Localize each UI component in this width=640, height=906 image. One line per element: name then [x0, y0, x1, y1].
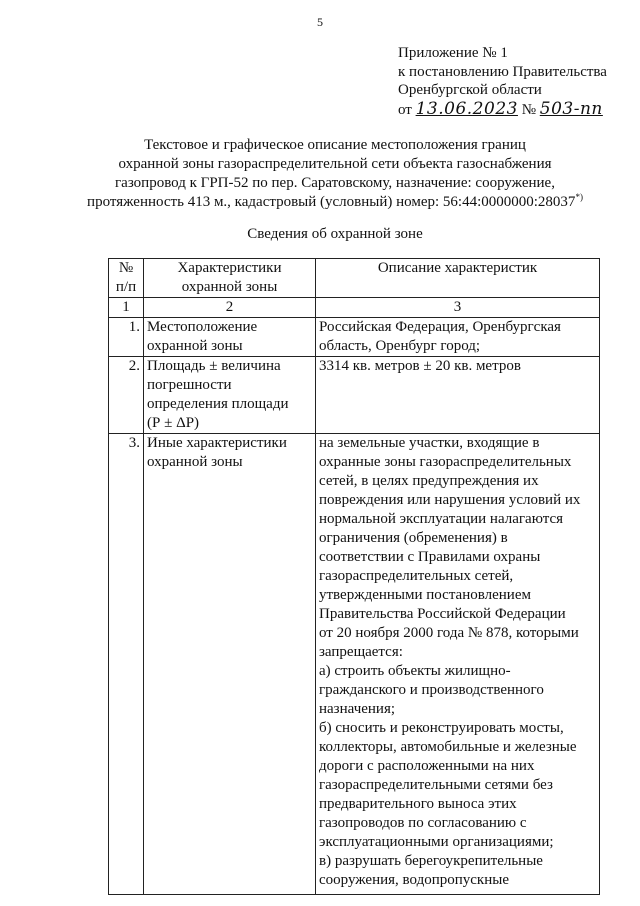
text-line: эксплуатационными организациями; [319, 834, 554, 850]
text-line: 3314 кв. метров ± 20 кв. метров [319, 358, 521, 374]
column-number: 3 [316, 298, 600, 318]
header-description: Описание характеристик [316, 259, 600, 298]
text-line: гражданского и производственного [319, 682, 544, 698]
text-line: повреждения или нарушения условий их [319, 492, 581, 508]
text-line: газораспределительными сетями без [319, 777, 553, 793]
appendix-block [398, 44, 638, 119]
text-line: соответствии с Правилами охраны [319, 549, 541, 565]
column-number: 2 [144, 298, 316, 318]
row-description [316, 434, 600, 895]
text-line: (Р ± ΔР) [147, 415, 200, 431]
text-line: охранной зоны [147, 454, 243, 470]
title-line-3: газопровод к ГРП-52 по пер. Саратовскому, назначение: сооружение, [115, 175, 555, 191]
header-num-line-2: п/п [115, 279, 137, 295]
appendix-line-2: к постановлению Правительства [398, 63, 607, 80]
text-line: нормальной эксплуатации налагаются [319, 511, 564, 527]
text-line: сооружения, водопропускные [319, 872, 509, 888]
text-line: на земельные участки, входящие в [319, 435, 540, 451]
table-row [109, 434, 600, 895]
column-number: 1 [109, 298, 144, 318]
text-line: Правительства Российской Федерации [319, 606, 566, 622]
handwritten-number: 503-пп [539, 98, 603, 119]
row-description [316, 318, 600, 357]
header-num-line-1: № [118, 260, 134, 276]
text-line: дороги с расположенными на них [319, 758, 535, 774]
text-line: область, Оренбург город; [319, 338, 481, 354]
appendix-date-line [398, 100, 638, 120]
text-line: от 20 ноября 2000 года № 878, которыми [319, 625, 579, 641]
text-line: назначения; [319, 701, 396, 717]
header-characteristics [144, 259, 316, 298]
table-header-row [109, 259, 600, 298]
appendix-line-3: Оренбургской области [398, 82, 542, 98]
column-number-row [109, 298, 600, 318]
section-subtitle: Сведения об охранной зоне [247, 226, 423, 242]
table-row [109, 357, 600, 434]
text-line: коллекторы, автомобильные и железные [319, 739, 577, 755]
text-line: запрещается: [319, 644, 403, 660]
header-char-line-1: Характеристики [177, 260, 282, 276]
date-prefix: от [398, 101, 412, 118]
text-line: газораспределительных сетей, [319, 568, 514, 584]
row-number: 1. [109, 318, 144, 357]
text-line: охранные зоны газораспределительных [319, 454, 572, 470]
appendix-line-1: Приложение № 1 [398, 45, 508, 61]
text-line: газопроводов по согласованию с [319, 815, 527, 831]
header-num [109, 259, 144, 298]
protection-zone-table [108, 258, 600, 895]
number-prefix: № [521, 101, 537, 118]
page-number: 5 [317, 15, 323, 29]
table-row [109, 318, 600, 357]
title-line-4-text: протяженность 413 м., кадастровый (условный) номер: 56:44:0000000:28037 [87, 194, 576, 210]
text-line: погрешности [147, 377, 232, 393]
text-line: Местоположение [147, 319, 258, 335]
text-line: предварительного выноса этих [319, 796, 517, 812]
text-line: Площадь ± величина [147, 358, 281, 374]
text-line: утвержденными постановлением [319, 587, 531, 603]
footnote-mark: *) [575, 192, 583, 202]
text-line: а) строить объекты жилищно- [319, 663, 511, 679]
row-characteristic [144, 318, 316, 357]
title-line-1: Текстовое и графическое описание местоположения границ [144, 137, 526, 153]
row-description [316, 357, 600, 434]
row-number: 3. [109, 434, 144, 895]
text-line: ограничения (обременения) в [319, 530, 508, 546]
header-char-line-2: охранной зоны [181, 279, 278, 295]
text-line: Российская Федерация, Оренбургская [319, 319, 561, 335]
title-line-4 [60, 193, 610, 212]
title-line-2: охранной зоны газораспределительной сети объекта газоснабжения [118, 156, 552, 172]
text-line: Иные характеристики [147, 435, 287, 451]
handwritten-date: 13.06.2023 [415, 98, 518, 119]
text-line: в) разрушать берегоукрепительные [319, 853, 543, 869]
row-characteristic [144, 357, 316, 434]
text-line: сетей, в целях предупреждения их [319, 473, 539, 489]
row-number: 2. [109, 357, 144, 434]
row-characteristic [144, 434, 316, 895]
text-line: определения площади [147, 396, 289, 412]
text-line: б) сносить и реконструировать мосты, [319, 720, 564, 736]
document-title [60, 136, 610, 212]
text-line: охранной зоны [147, 338, 243, 354]
